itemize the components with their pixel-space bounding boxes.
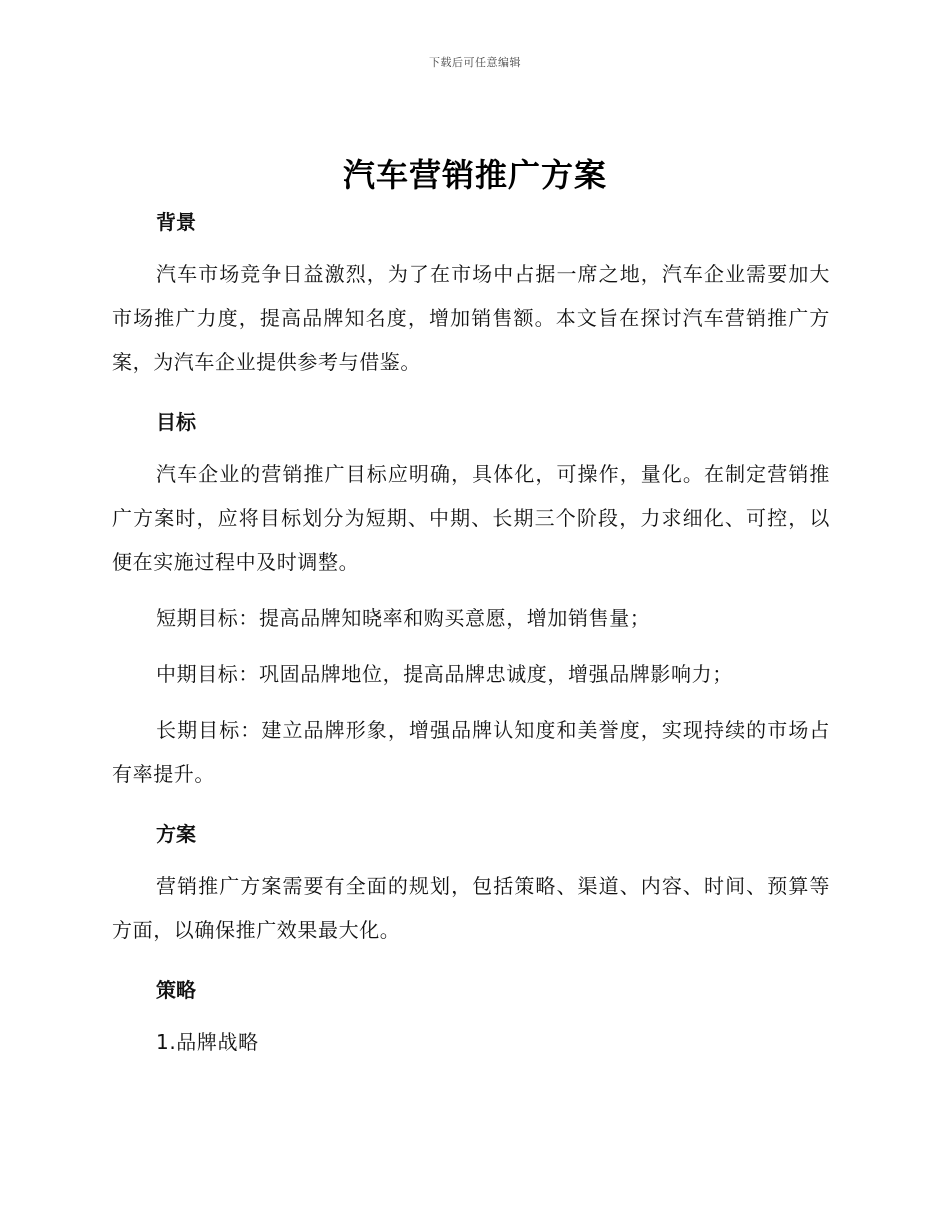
section-strategy — [112, 972, 830, 1064]
list-item-brand-strategy: 1.品牌战略 — [156, 1030, 259, 1054]
section-heading: 策略 — [156, 978, 196, 1002]
section-heading: 方案 — [156, 822, 196, 846]
section-goals — [112, 404, 830, 796]
section-background — [112, 204, 830, 384]
document-title: 汽车营销推广方案 — [342, 156, 607, 194]
section-heading: 背景 — [156, 210, 196, 234]
paragraph: 营销推广方案需要有全面的规划，包括策略、渠道、内容、时间、预算等方面，以确保推广效果最大化。 — [112, 874, 830, 942]
paragraph: 汽车企业的营销推广目标应明确，具体化，可操作，量化。在制定营销推广方案时，应将目标划分为短期、中期、长期三个阶段，力求细化、可控，以便在实施过程中及时调整。 — [112, 462, 830, 574]
paragraph-long-term-goal: 长期目标：建立品牌形象，增强品牌认知度和美誉度，实现持续的市场占有率提升。 — [112, 718, 830, 786]
paragraph-short-term-goal: 短期目标：提高品牌知晓率和购买意愿，增加销售量； — [156, 606, 651, 630]
paragraph: 汽车市场竞争日益激烈，为了在市场中占据一席之地，汽车企业需要加大市场推广力度，提高品牌知名度，增加销售额。本文旨在探讨汽车营销推广方案，为汽车企业提供参考与借鉴。 — [112, 262, 830, 374]
paragraph-mid-term-goal: 中期目标：巩固品牌地位，提高品牌忠诚度，增强品牌影响力； — [156, 662, 733, 686]
document-body — [112, 204, 830, 1064]
section-heading: 目标 — [156, 410, 196, 434]
section-plan — [112, 816, 830, 952]
header-note: 下载后可任意编辑 — [429, 56, 521, 69]
